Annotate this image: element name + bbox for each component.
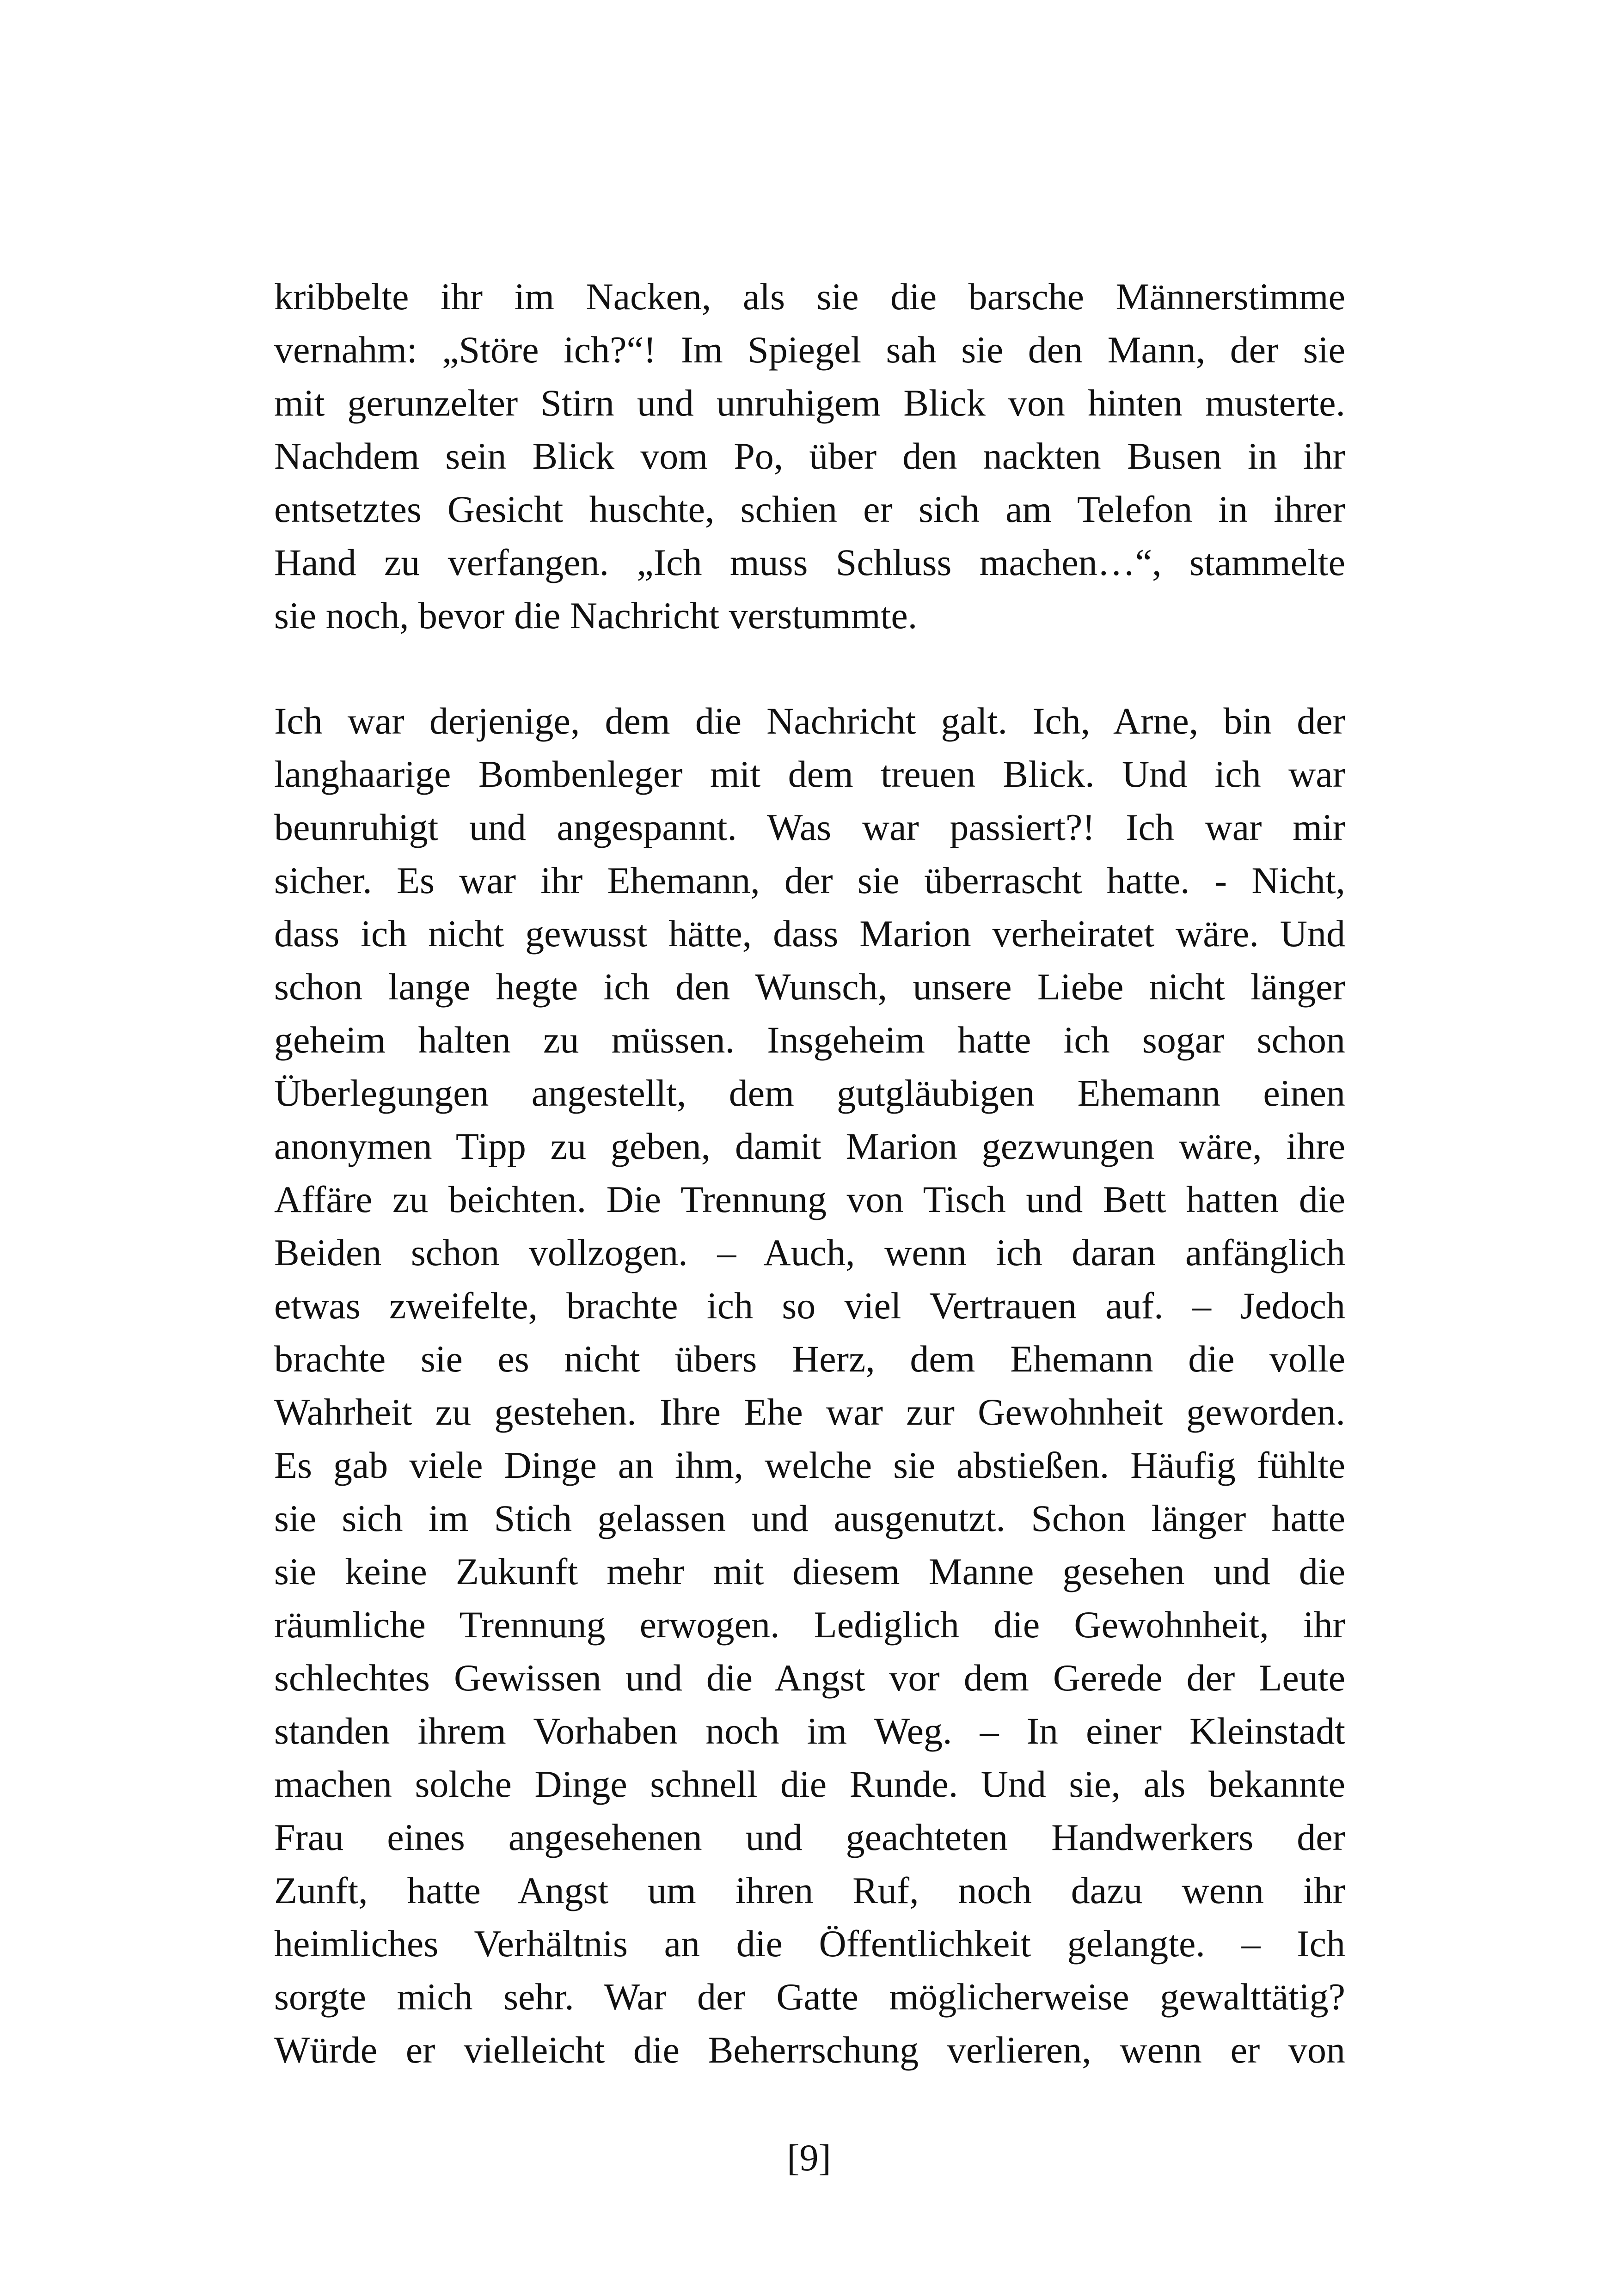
text-line: Frau eines angesehenen und geachteten Handwerkers der	[274, 1816, 1345, 1858]
text-line: Hand zu verfangen. „Ich muss Schluss machen…“, stammelte	[274, 541, 1345, 583]
page-number: [9]	[787, 2137, 831, 2179]
text-line: kribbelte ihr im Nacken, als sie die barsche Männerstimme	[274, 276, 1345, 318]
text-line: Affäre zu beichten. Die Trennung von Tisch und Bett hatten die	[274, 1178, 1345, 1220]
text-line: standen ihrem Vorhaben noch im Weg. – In einer Kleinstadt	[274, 1710, 1345, 1752]
text-line: Ich war derjenige, dem die Nachricht galt. Ich, Arne, bin der	[274, 700, 1345, 742]
text-line: geheim halten zu müssen. Insgeheim hatte ich sogar schon	[274, 1019, 1345, 1061]
text-line: Nachdem sein Blick vom Po, über den nackten Busen in ihr	[274, 435, 1345, 477]
text-line: Überlegungen angestellt, dem gutgläubigen Ehemann einen	[274, 1072, 1345, 1114]
text-line: anonymen Tipp zu geben, damit Marion gezwungen wäre, ihre	[274, 1125, 1345, 1167]
text-line: sorgte mich sehr. War der Gatte möglicherweise gewalttätig?	[274, 1976, 1345, 2018]
text-line: entsetztes Gesicht huschte, schien er sich am Telefon in ihrer	[274, 488, 1345, 530]
paragraph-1	[274, 270, 1345, 642]
text-line: etwas zweifelte, brachte ich so viel Vertrauen auf. – Jedoch	[274, 1285, 1345, 1327]
text-line: beunruhigt und angespannt. Was war passiert?! Ich war mir	[274, 806, 1345, 848]
text-line: sie noch, bevor die Nachricht verstummte.	[274, 594, 918, 637]
text-line: räumliche Trennung erwogen. Lediglich die Gewohnheit, ihr	[274, 1604, 1345, 1646]
text-line: schlechtes Gewissen und die Angst vor dem Gerede der Leute	[274, 1657, 1345, 1699]
text-line: Es gab viele Dinge an ihm, welche sie abstießen. Häufig fühlte	[274, 1444, 1345, 1486]
text-line: sie sich im Stich gelassen und ausgenutzt. Schon länger hatte	[274, 1497, 1345, 1539]
text-line: schon lange hegte ich den Wunsch, unsere Liebe nicht länger	[274, 966, 1345, 1008]
text-line: vernahm: „Störe ich?“! Im Spiegel sah sie den Mann, der sie	[274, 329, 1345, 371]
text-line: Würde er vielleicht die Beherrschung verlieren, wenn er von	[274, 2029, 1345, 2071]
text-line: Wahrheit zu gestehen. Ihre Ehe war zur Gewohnheit geworden.	[274, 1391, 1345, 1433]
text-line: brachte sie es nicht übers Herz, dem Ehemann die volle	[274, 1338, 1345, 1380]
text-line: sicher. Es war ihr Ehemann, der sie überrascht hatte. - Nicht,	[274, 859, 1345, 901]
text-line: mit gerunzelter Stirn und unruhigem Blick von hinten musterte.	[274, 382, 1345, 424]
text-line: langhaarige Bombenleger mit dem treuen Blick. Und ich war	[274, 753, 1345, 795]
text-line: machen solche Dinge schnell die Runde. Und sie, als bekannte	[274, 1763, 1345, 1805]
text-line: dass ich nicht gewusst hätte, dass Marion verheiratet wäre. Und	[274, 912, 1345, 955]
text-line: sie keine Zukunft mehr mit diesem Manne gesehen und die	[274, 1550, 1345, 1592]
paragraph-2	[274, 694, 1345, 2076]
text-line: Zunft, hatte Angst um ihren Ruf, noch dazu wenn ihr	[274, 1869, 1345, 1911]
text-line: Beiden schon vollzogen. – Auch, wenn ich daran anfänglich	[274, 1231, 1345, 1274]
text-line: heimliches Verhältnis an die Öffentlichkeit gelangte. – Ich	[274, 1923, 1345, 1965]
